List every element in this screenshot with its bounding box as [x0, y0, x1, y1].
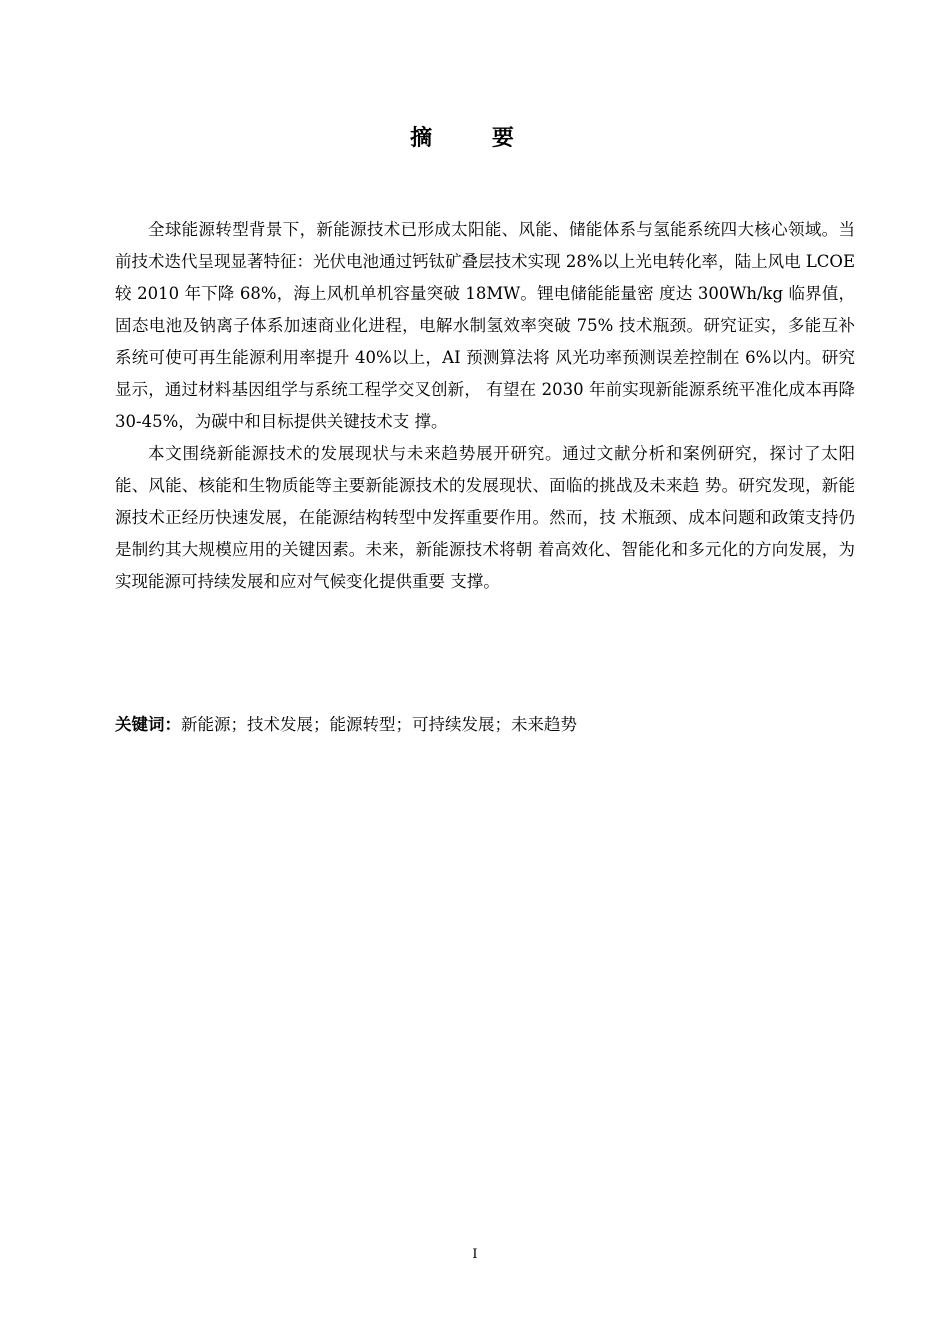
page-number: I — [472, 1247, 478, 1262]
abstract-body — [115, 214, 855, 598]
keywords-line — [115, 710, 855, 740]
keywords-label: 关键词： — [115, 715, 181, 734]
abstract-title: 摘 要 — [410, 126, 540, 151]
abstract-paragraph-1: 全球能源转型背景下，新能源技术已形成太阳能、风能、储能体系与氢能系统四大核心领域。当前技术迭代呈现显著特征：光伏电池通过钙钛矿叠层技术实现 28%以上光电转化率，陆上风电 LCOE 较 2010 年下降 68%，海上风机单机容量突破 18MW。锂电储能能量密 度达 300Wh/kg 临界值，固态电池及钠离子体系加速商业化进程，电解水制氢效率突破 75% 技术瓶颈。研究证实，多能互补系统可使可再生能源利用率提升 40%以上，AI 预测算法将 风光功率预测误差控制在 6%以内。研究显示，通过材料基因组学与系统工程学交叉创新， 有望在 2030 年前实现新能源系统平准化成本再降 30-45%，为碳中和目标提供关键技术支 撑。 — [115, 220, 855, 431]
abstract-paragraph-2: 本文围绕新能源技术的发展现状与未来趋势展开研究。通过文献分析和案例研究，探讨了太阳能、风能、核能和生物质能等主要新能源技术的发展现状、面临的挑战及未来趋 势。研究发现，新能源技术正经历快速发展，在能源结构转型中发挥重要作用。然而，技 术瓶颈、成本问题和政策支持仍是制约其大规模应用的关键因素。未来，新能源技术将朝 着高效化、智能化和多元化的方向发展，为实现能源可持续发展和应对气候变化提供重要 支撑。 — [115, 444, 855, 591]
keywords-text: 新能源；技术发展；能源转型；可持续发展；未来趋势 — [181, 715, 577, 734]
